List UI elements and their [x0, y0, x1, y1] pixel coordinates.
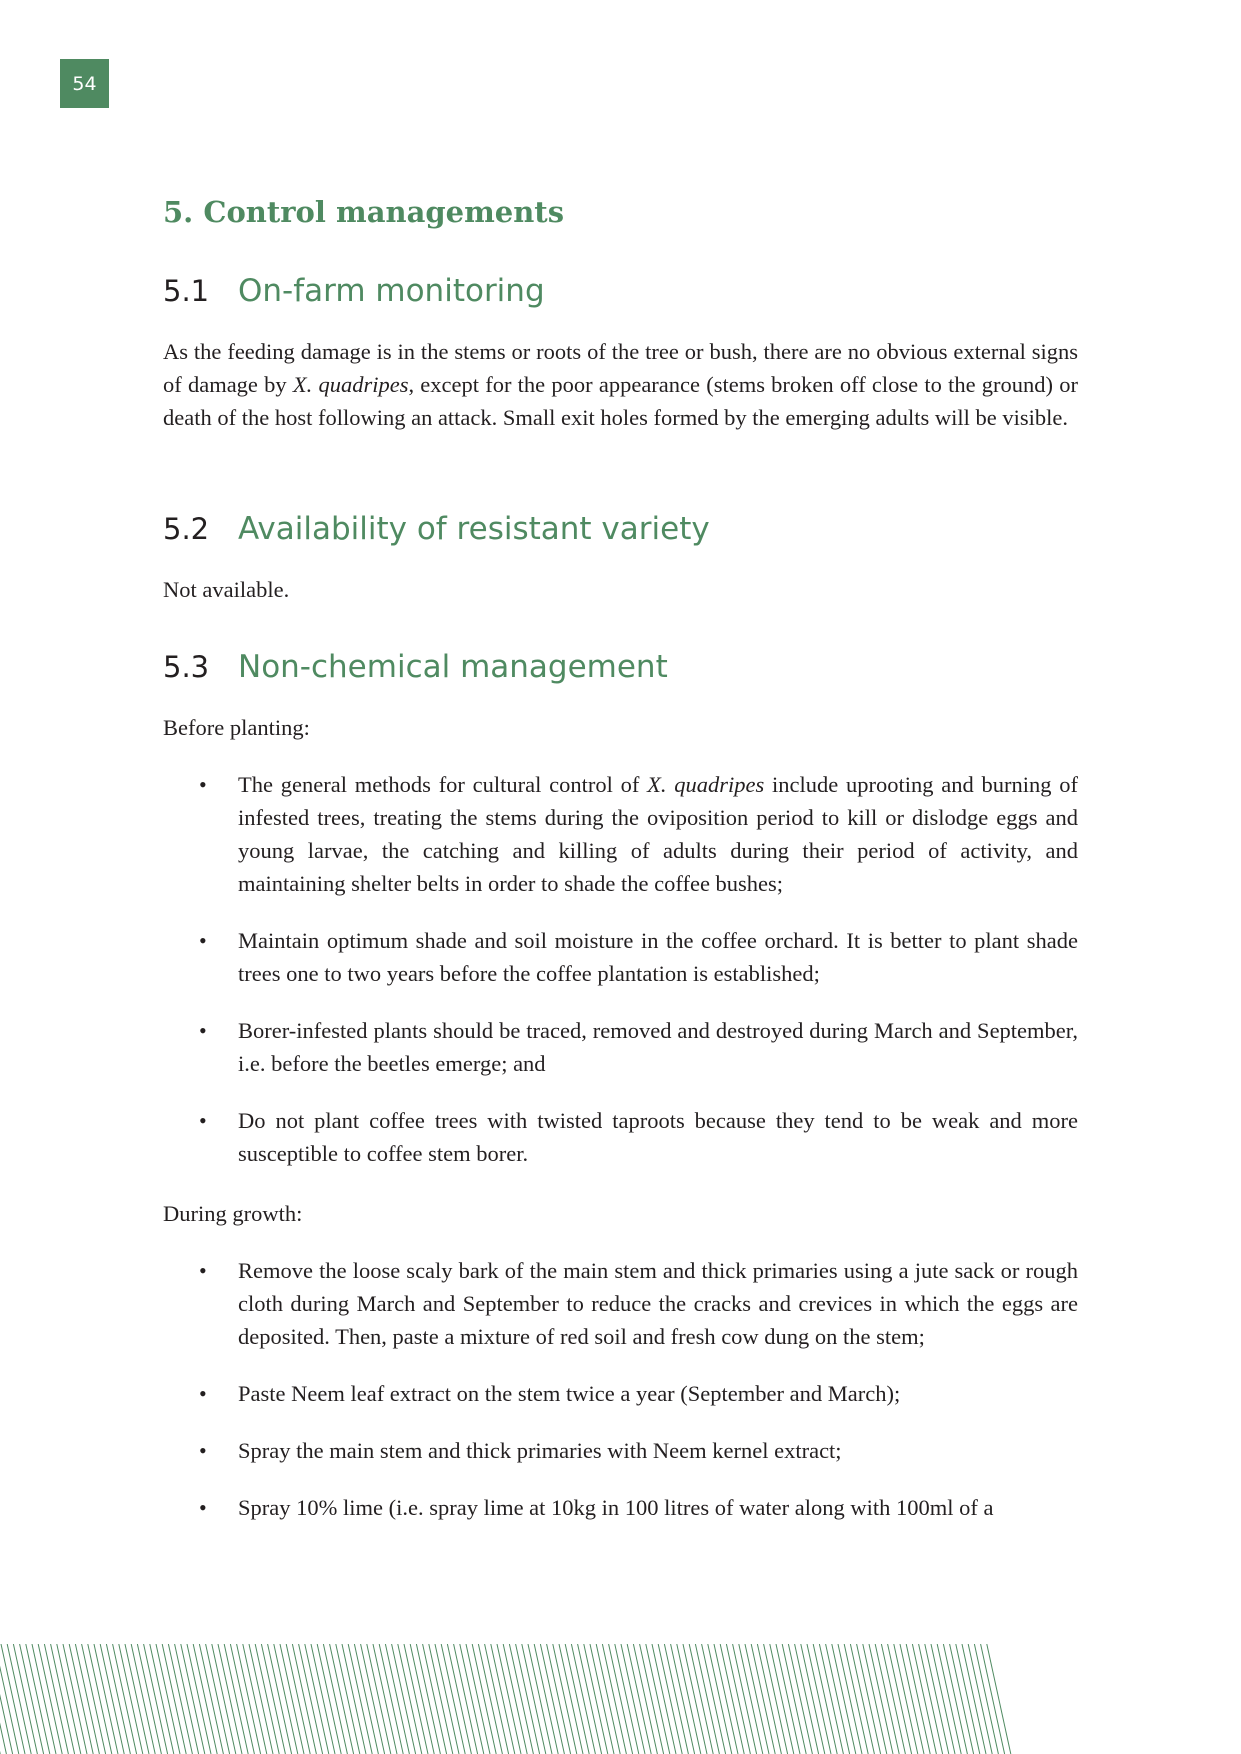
bullet-icon: • — [199, 1495, 207, 1520]
during-growth-list — [163, 1254, 1078, 1548]
list-item: • Maintain optimum shade and soil moisture in the coffee orchard. It is better to plant shade trees one to two years before the coffee plantation is established; — [163, 924, 1078, 990]
subsection-title: On-farm monitoring — [238, 273, 545, 309]
list-item: • Remove the loose scaly bark of the main stem and thick primaries using a jute sack or rough cloth during March and September to reduce the cracks and crevices in which the eggs are deposited. Then, paste a mixture of red soil and fresh cow dung on the stem; — [163, 1254, 1078, 1353]
bullet-icon: • — [199, 1381, 207, 1406]
monitoring-paragraph: As the feeding damage is in the stems or roots of the tree or bush, there are no obvious external signs of damage by X. quadripes, except for the poor appearance (stems broken off close to the ground) or death of the host following an attack. Small exit holes formed by the emerging adults will be visible. — [163, 339, 1078, 430]
subsection-heading-nonchemical — [163, 649, 668, 685]
before-planting-label: Before planting: — [163, 715, 310, 740]
bullet-icon: • — [199, 1018, 207, 1043]
list-item: • Do not plant coffee trees with twisted taproots because they tend to be weak and more susceptible to coffee stem borer. — [163, 1104, 1078, 1170]
list-item: • The general methods for cultural control of X. quadripes include uprooting and burning of infested trees, treating the stems during the oviposition period to kill or dislodge eggs and young larvae, the catching and killing of adults during their period of activity, and maintaining shelter belts in order to shade the coffee bushes; — [163, 768, 1078, 900]
list-item: • Spray the main stem and thick primaries with Neem kernel extract; — [163, 1434, 1078, 1467]
bullet-icon: • — [199, 928, 207, 953]
bullet-icon: • — [199, 1108, 207, 1133]
list-item: • Paste Neem leaf extract on the stem twice a year (September and March); — [163, 1377, 1078, 1410]
list-item: • Spray 10% lime (i.e. spray lime at 10kg in 100 litres of water along with 100ml of a — [163, 1491, 1078, 1524]
before-planting-list — [163, 768, 1078, 1194]
list-item: • Borer-infested plants should be traced, removed and destroyed during March and September, i.e. before the beetles emerge; and — [163, 1014, 1078, 1080]
subsection-heading-resistant — [163, 511, 710, 547]
subsection-title: Non-chemical management — [238, 649, 668, 685]
species-name: X. quadripes — [647, 772, 765, 797]
bullet-icon: • — [199, 772, 207, 797]
subsection-number: 5.3 — [163, 650, 210, 684]
subsection-heading-monitoring — [163, 273, 545, 309]
bullet-icon: • — [199, 1258, 207, 1283]
section-heading: 5. Control managements — [163, 195, 565, 229]
page-number: 54 — [60, 59, 109, 108]
during-growth-label: During growth: — [163, 1201, 303, 1226]
subsection-title: Availability of resistant variety — [238, 511, 710, 547]
species-name: X. quadripes — [292, 372, 409, 397]
subsection-number: 5.2 — [163, 512, 210, 546]
resistant-paragraph: Not available. — [163, 577, 290, 602]
footer-stripe-decoration — [0, 1644, 1241, 1754]
bullet-icon: • — [199, 1438, 207, 1463]
subsection-number: 5.1 — [163, 274, 210, 308]
